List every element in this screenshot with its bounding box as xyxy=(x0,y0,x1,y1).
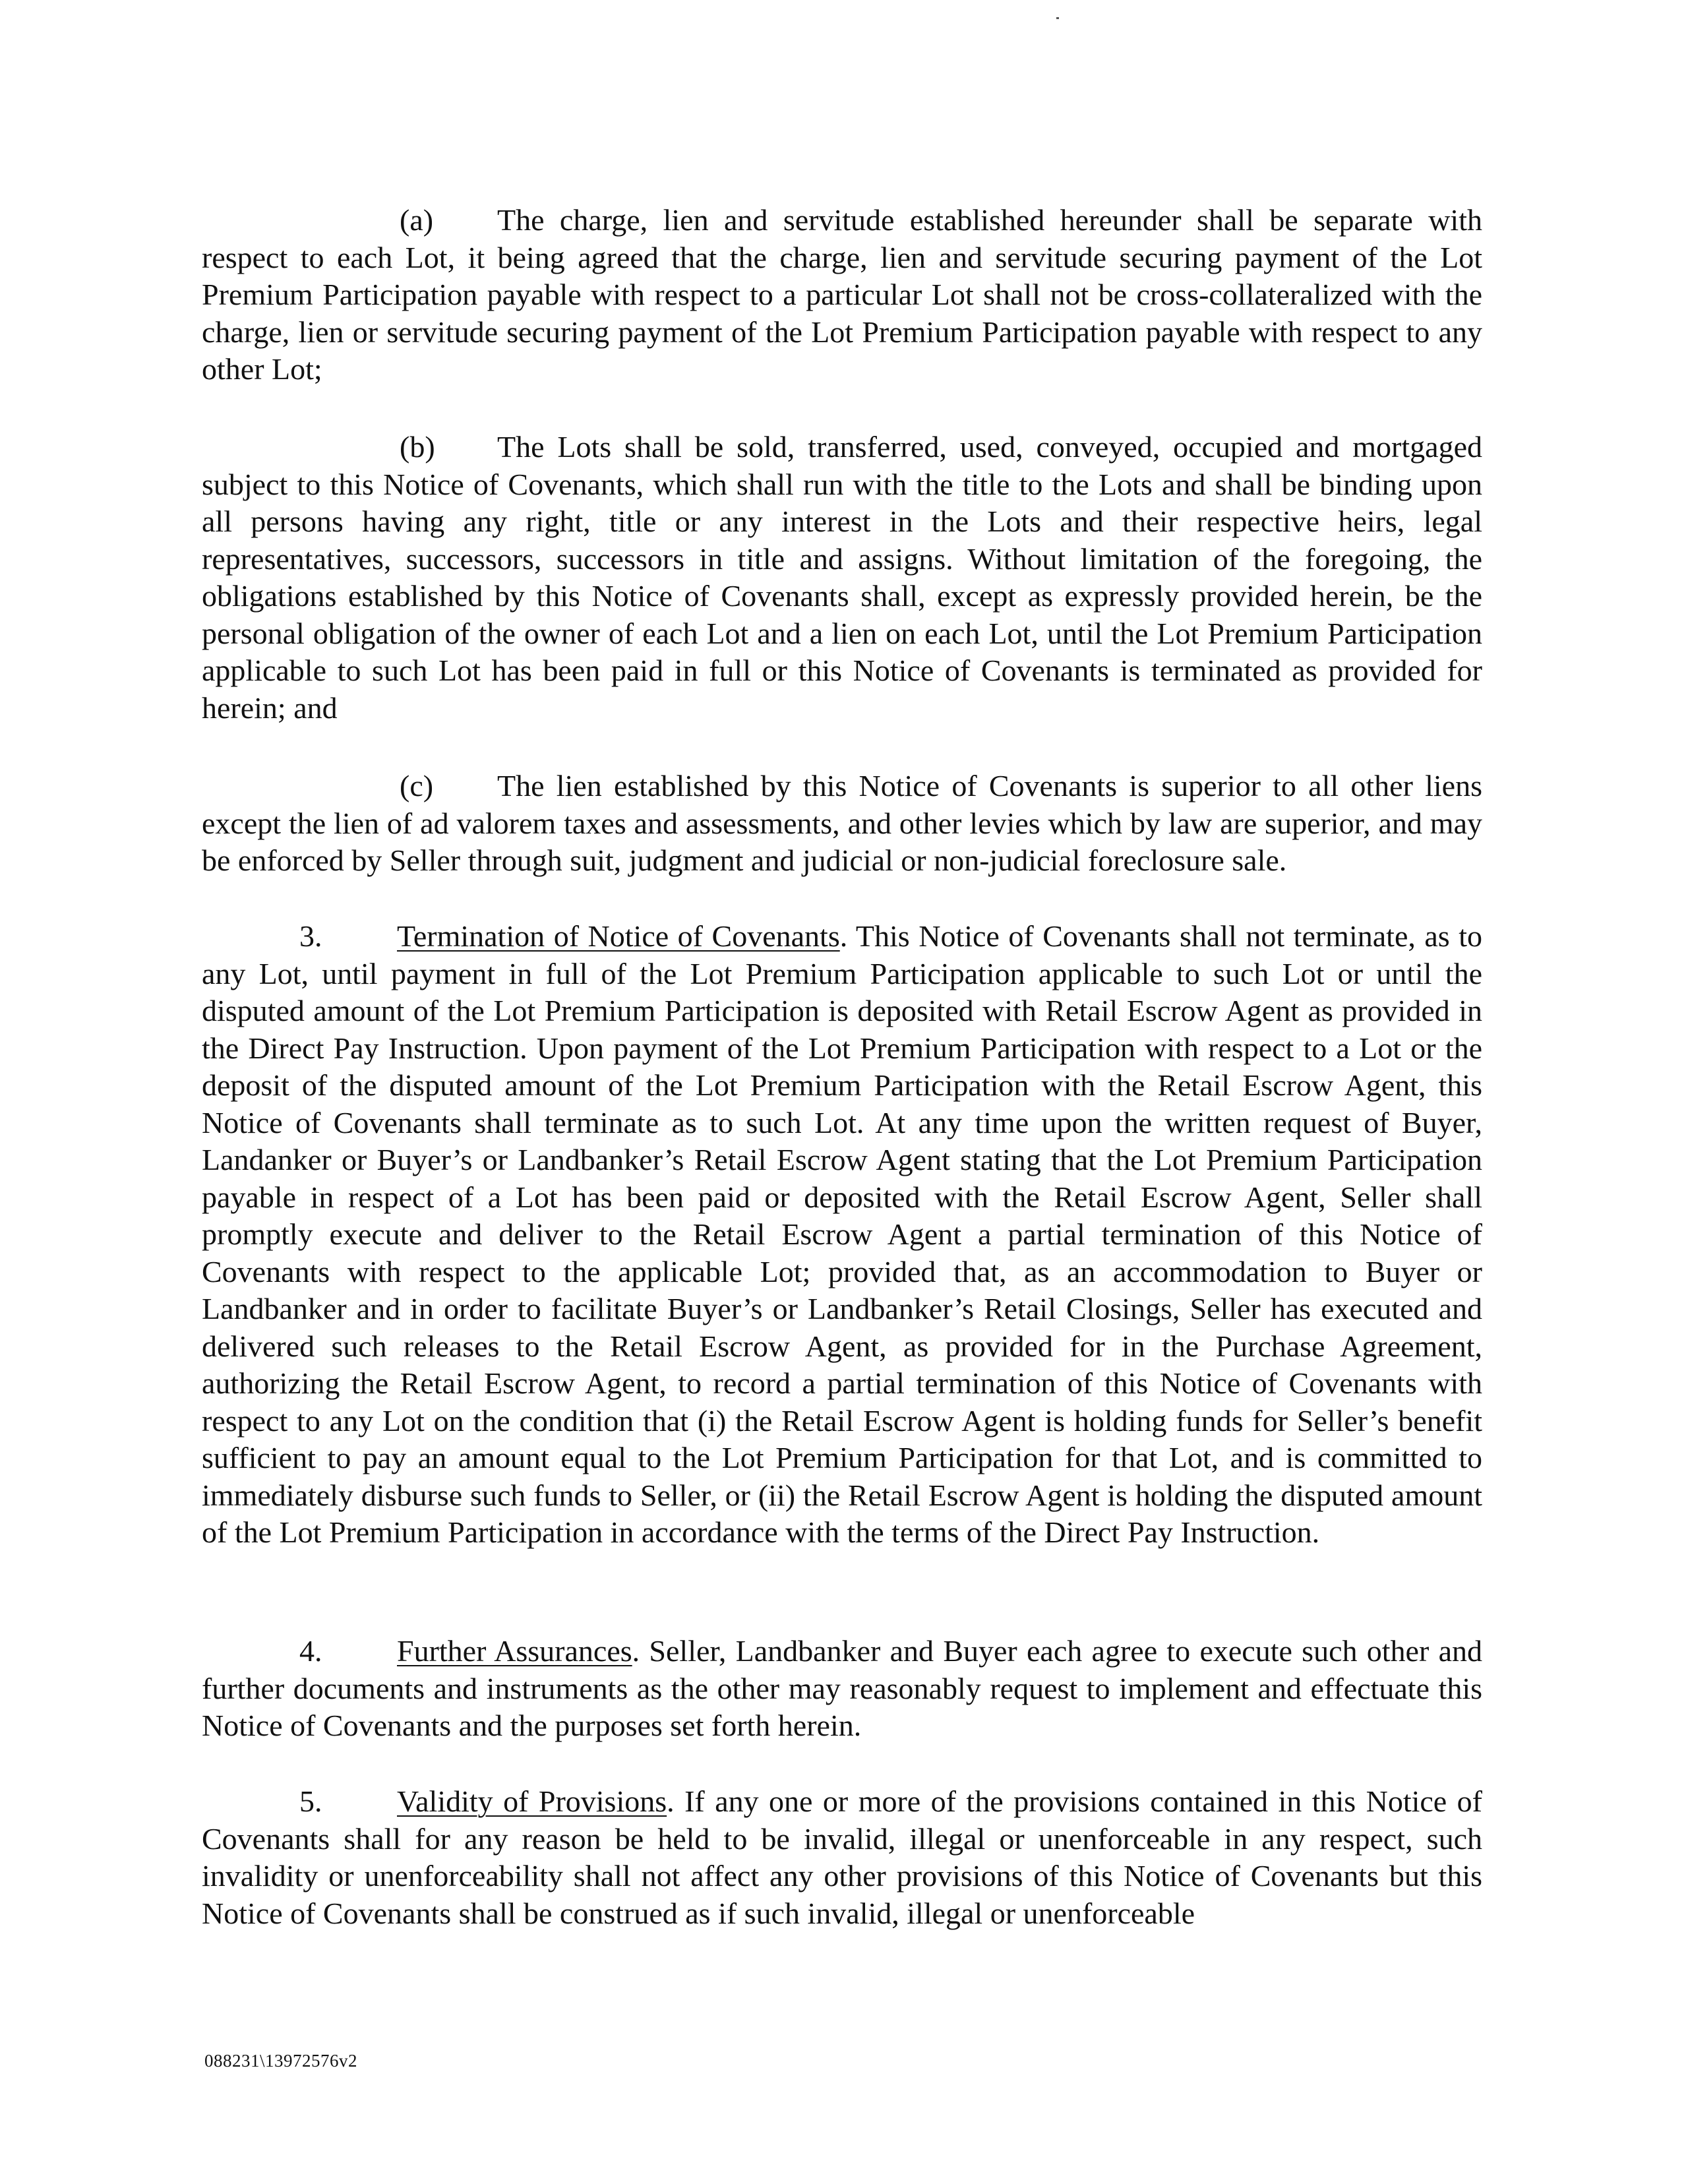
paragraph-b-label: (b) xyxy=(400,430,435,464)
section-3-heading: Termination of Notice of Covenants xyxy=(397,919,840,953)
paragraph-a-label: (a) xyxy=(400,203,434,237)
section-5 xyxy=(202,1783,1482,1932)
section-3-text: . This Notice of Covenants shall not terminate, as to any Lot, until payment in full of the Lot Premium Participation applicable to such Lot or until the disputed amount of the Lot Premium Participation is deposited with Retail Escrow Agent as provided in the Direct Pay Instruction. Upon payment of the Lot Premium Participation with respect to a Lot or the deposit of the disputed amount of the Lot Premium Participation with the Retail Escrow Agent, this Notice of Covenants shall terminate as to such Lot. At any time upon the written request of Buyer, Landanker or Buyer’s or Landbanker’s Retail Escrow Agent stating that the Lot Premium Participation payable in respect of a Lot has been paid or deposited with the Retail Escrow Agent, Seller shall promptly execute and deliver to the Retail Escrow Agent a partial termination of this Notice of Covenants with respect to the applicable Lot; provided that, as an accommodation to Buyer or Landbanker and in order to facilitate Buyer’s or Landbanker’s Retail Closings, Seller has executed and delivered such releases to the Retail Escrow Agent, as provided for in the Purchase Agreement, authorizing the Retail Escrow Agent, to record a partial termination of this Notice of Covenants with respect to any Lot on the condition that (i) the Retail Escrow Agent is holding funds for Seller’s benefit sufficient to pay an amount equal to the Lot Premium Participation for that Lot, and is committed to immediately disburse such funds to Seller, or (ii) the Retail Escrow Agent is holding the disputed amount of the Lot Premium Participation in accordance with the terms of the Direct Pay Instruction. xyxy=(202,919,1483,1549)
scan-speck xyxy=(1056,17,1059,19)
section-5-heading: Validity of Provisions xyxy=(397,1784,667,1818)
paragraph-c xyxy=(202,768,1482,880)
paragraph-a-text: The charge, lien and servitude established hereunder shall be separate with respect to each Lot, it being agreed that the charge, lien and servitude securing payment of the Lot Premium Participation payable with respect to a particular Lot shall not be cross-collateralized with the charge, lien or servitude securing payment of the Lot Premium Participation payable with respect to any other Lot; xyxy=(202,203,1482,386)
paragraph-a xyxy=(202,202,1482,388)
section-3 xyxy=(202,918,1482,1552)
paragraph-c-label: (c) xyxy=(400,769,434,803)
section-5-text: . If any one or more of the provisions contained in this Notice of Covenants shall for any reason be held to be invalid, illegal or unenforceable in any respect, such invalidity or unenforceability shall not affect any other provisions of this Notice of Covenants but this Notice of Covenants shall be construed as if such invalid, illegal or unenforceable xyxy=(202,1784,1482,1930)
document-id-footer: 088231\13972576v2 xyxy=(204,2051,358,2071)
section-4 xyxy=(202,1633,1482,1745)
paragraph-b xyxy=(202,429,1482,727)
paragraph-b-text: The Lots shall be sold, transferred, used, conveyed, occupied and mortgaged subject to this Notice of Covenants, which shall run with the title to the Lots and shall be binding upon all persons having any right, title or any interest in the Lots and their respective heirs, legal representatives, successors, successors in title and assigns. Without limitation of the foregoing, the obligations established by this Notice of Covenants shall, except as expressly provided herein, be the personal obligation of the owner of each Lot and a lien on each Lot, until the Lot Premium Participation applicable to such Lot has been paid in full or this Notice of Covenants is terminated as provided for herein; and xyxy=(202,430,1482,725)
section-4-heading: Further Assurances xyxy=(397,1634,632,1668)
section-3-number: 3. xyxy=(299,919,322,953)
section-4-text: . Seller, Landbanker and Buyer each agree to execute such other and further documents and instruments as the other may reasonably request to implement and effectuate this Notice of Covenants and the purposes set forth herein. xyxy=(202,1634,1482,1742)
paragraph-c-text: The lien established by this Notice of Covenants is superior to all other liens except the lien of ad valorem taxes and assessments, and other levies which by law are superior, and may be enforced by Seller through suit, judgment and judicial or non-judicial foreclosure sale. xyxy=(202,769,1482,877)
section-4-number: 4. xyxy=(299,1634,322,1668)
section-5-number: 5. xyxy=(299,1784,322,1818)
